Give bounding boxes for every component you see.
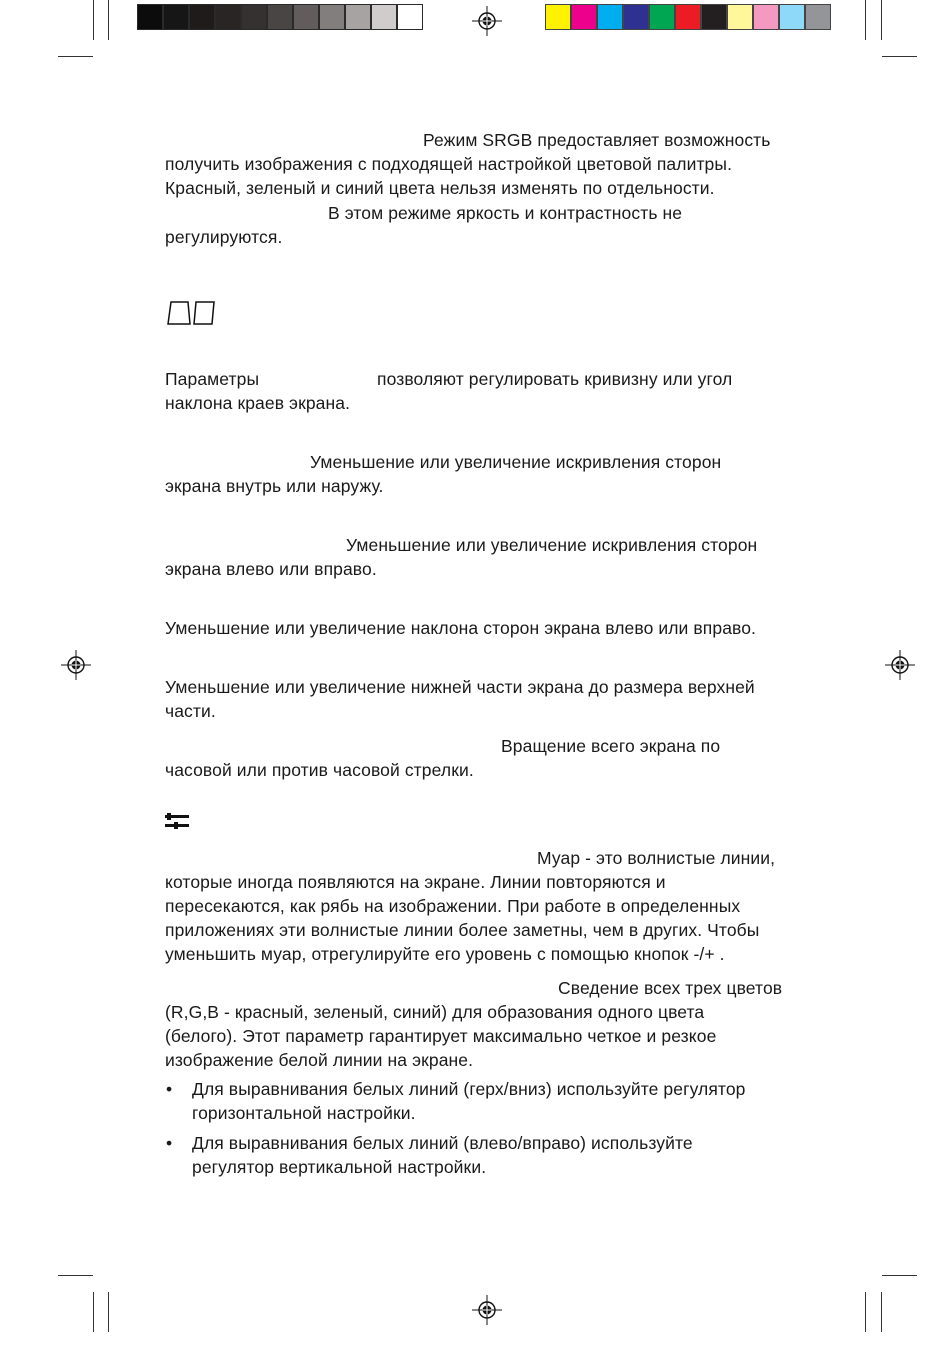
- rotation-text: Вращение всего экрана по: [501, 736, 721, 756]
- color-swatch: [597, 4, 623, 30]
- crop-mark: [58, 1275, 93, 1276]
- gray-swatch: [163, 4, 189, 30]
- gray-swatch: [215, 4, 241, 30]
- moire-text: уменьшить муар, отрегулируйте его уровень с помощью кнопок -/+ .: [165, 944, 725, 964]
- convergence-text: изображение белой линии на экране.: [165, 1050, 474, 1070]
- moire-text: которые иногда появляются на экране. Линии повторяются и: [165, 872, 666, 892]
- registration-mark-icon: [885, 650, 915, 680]
- crop-mark: [58, 56, 93, 57]
- pincushion-text: экрана внутрь или наружу.: [165, 476, 384, 496]
- gray-swatch: [397, 4, 423, 30]
- gray-swatch: [293, 4, 319, 30]
- color-swatch: [623, 4, 649, 30]
- color-swatch: [805, 4, 831, 30]
- crop-mark: [865, 0, 866, 40]
- crop-mark: [881, 1292, 882, 1332]
- registration-mark-icon: [472, 6, 502, 36]
- geometry-trapezoid-icon: [166, 300, 218, 326]
- registration-mark-icon: [61, 650, 91, 680]
- crop-mark: [882, 56, 917, 57]
- convergence-text: (R,G,B - красный, зеленый, синий) для образования одного цвета: [165, 1002, 705, 1022]
- moire-text: Муар - это волнистые линии,: [537, 848, 776, 868]
- crop-mark: [108, 1292, 109, 1332]
- balance-text: Уменьшение или увеличение искривления сторон: [346, 535, 758, 555]
- rotation-text: часовой или против часовой стрелки.: [165, 760, 474, 780]
- gray-swatch: [345, 4, 371, 30]
- pincushion-text: Уменьшение или увеличение искривления сторон: [310, 452, 722, 472]
- color-swatch: [571, 4, 597, 30]
- color-swatch: [701, 4, 727, 30]
- geometry-intro-text: наклона краев экрана.: [165, 393, 351, 413]
- srgb-text-line: регулируются.: [165, 227, 283, 247]
- bullet-text: Для выравнивания белых линий (герх/вниз) используйте регулятор: [192, 1079, 746, 1099]
- color-swatch: [727, 4, 753, 30]
- parallelogram-text: Уменьшение или увеличение наклона сторон экрана влево или вправо.: [165, 618, 757, 638]
- crop-mark: [865, 1292, 866, 1332]
- gray-swatch: [137, 4, 163, 30]
- gray-swatch: [189, 4, 215, 30]
- gray-swatch: [267, 4, 293, 30]
- crop-mark: [881, 0, 882, 40]
- bullet-text: горизонтальной настройки.: [192, 1103, 416, 1123]
- convergence-text: Сведение всех трех цветов: [558, 978, 783, 998]
- balance-text: экрана влево или вправо.: [165, 559, 377, 579]
- grayscale-calibration-bar: [137, 4, 423, 30]
- trapezoid-text: части.: [165, 701, 216, 721]
- crop-mark: [882, 1275, 917, 1276]
- color-calibration-bar: [545, 4, 831, 30]
- moire-text: приложениях эти волнистые линии более заметны, чем в других. Чтобы: [165, 920, 760, 940]
- srgb-text-line: получить изображения с подходящей настройкой цветовой палитры.: [165, 154, 733, 174]
- color-swatch: [753, 4, 779, 30]
- srgb-text-line: В этом режиме яркость и контрастность не: [328, 203, 683, 223]
- bullet-text: Для выравнивания белых линий (влево/вправо) используйте: [192, 1133, 693, 1153]
- color-swatch: [675, 4, 701, 30]
- bullet-marker: •: [166, 1079, 173, 1099]
- registration-mark-icon: [472, 1295, 502, 1325]
- gray-swatch: [371, 4, 397, 30]
- bullet-marker: •: [166, 1133, 173, 1153]
- color-swatch: [779, 4, 805, 30]
- geometry-intro-text: позволяют регулировать кривизну или угол: [377, 369, 733, 389]
- trapezoid-text: Уменьшение или увеличение нижней части экрана до размера верхней: [165, 677, 755, 697]
- gray-swatch: [319, 4, 345, 30]
- tools-sliders-icon: [164, 812, 190, 832]
- moire-text: пересекаются, как рябь на изображении. При работе в определенных: [165, 896, 741, 916]
- srgb-text-line: Режим SRGB предоставляет возможность: [423, 130, 771, 150]
- geometry-intro-label: Параметры: [165, 369, 260, 389]
- color-swatch: [545, 4, 571, 30]
- srgb-text-line: Красный, зеленый и синий цвета нельзя изменять по отдельности.: [165, 178, 715, 198]
- gray-swatch: [241, 4, 267, 30]
- color-swatch: [649, 4, 675, 30]
- crop-mark: [108, 0, 109, 40]
- convergence-text: (белого). Этот параметр гарантирует максимально четкое и резкое: [165, 1026, 717, 1046]
- crop-mark: [93, 1292, 94, 1332]
- bullet-text: регулятор вертикальной настройки.: [192, 1157, 487, 1177]
- crop-mark: [93, 0, 94, 40]
